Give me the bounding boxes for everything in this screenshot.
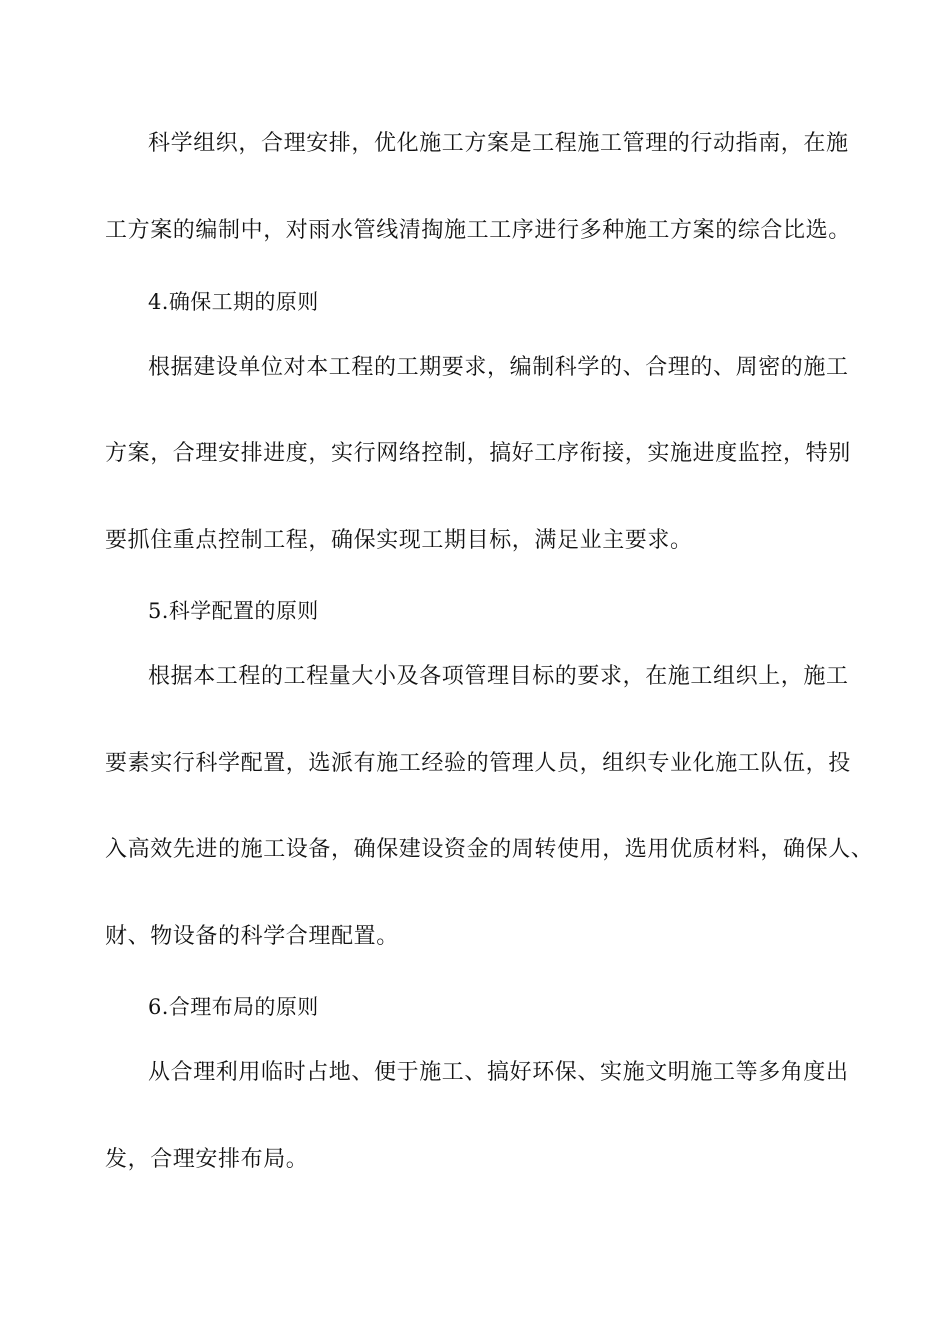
section-heading: 5.科学配置的原则 bbox=[148, 599, 319, 623]
paragraph-line: 发，合理安排布局。 bbox=[105, 1147, 309, 1172]
paragraph-line: 要抓住重点控制工程，确保实现工期目标，满足业主要求。 bbox=[105, 528, 693, 553]
paragraph-line: 科学组织，合理安排，优化施工方案是工程施工管理的行动指南，在施 bbox=[148, 131, 849, 156]
section-heading: 6.合理布局的原则 bbox=[148, 995, 319, 1019]
paragraph-line: 要素实行科学配置，选派有施工经验的管理人员，组织专业化施工队伍，投 bbox=[105, 751, 851, 776]
paragraph-line: 根据建设单位对本工程的工期要求，编制科学的、合理的、周密的施工 bbox=[148, 355, 849, 380]
paragraph-line: 从合理利用临时占地、便于施工、搞好环保、实施文明施工等多角度出 bbox=[148, 1060, 849, 1085]
paragraph-line: 入高效先进的施工设备，确保建设资金的周转使用，选用优质材料，确保人、 bbox=[105, 837, 874, 862]
paragraph-line: 方案，合理安排进度，实行网络控制，搞好工序衔接，实施进度监控，特别 bbox=[105, 441, 851, 466]
paragraph-line: 财、物设备的科学合理配置。 bbox=[105, 924, 399, 949]
section-heading: 4.确保工期的原则 bbox=[148, 290, 319, 314]
paragraph-line: 根据本工程的工程量大小及各项管理目标的要求，在施工组织上，施工 bbox=[148, 664, 849, 689]
paragraph-line: 工方案的编制中，对雨水管线清掏施工工序进行多种施工方案的综合比选。 bbox=[105, 218, 851, 243]
